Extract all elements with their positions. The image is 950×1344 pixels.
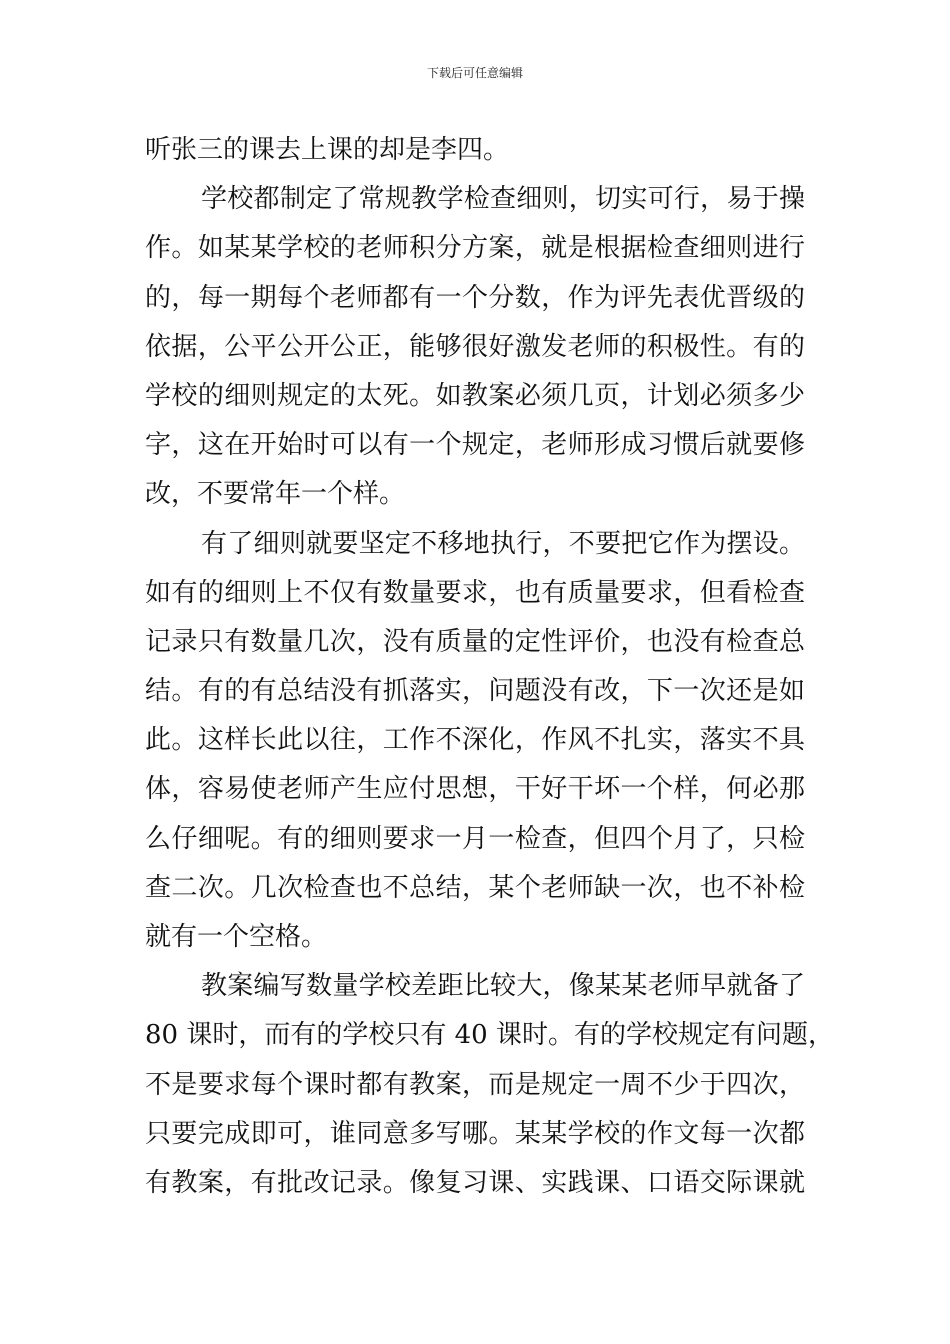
document-body	[145, 126, 834, 1208]
text-line: 学校的细则规定的太死。如教案必须几页，计划必须多少	[145, 380, 805, 411]
text-line: 听张三的课去上课的却是李四。	[145, 135, 510, 165]
text-line: 查二次。几次检查也不总结，某个老师缺一次，也不补检	[145, 872, 805, 903]
text-line: 学校都制定了常规教学检查细则，切实可行，易于操	[201, 184, 805, 215]
text-line: 改，不要常年一个样。	[145, 479, 406, 510]
text-line: 么仔细呢。有的细则要求一月一检查，但四个月了，只检	[145, 823, 805, 854]
text-line: 字，这在开始时可以有一个规定，老师形成习惯后就要修	[145, 430, 805, 461]
page-header: 下载后可任意编辑	[426, 66, 523, 80]
text-line: 作。如某某学校的老师积分方案，就是根据检查细则进行	[145, 233, 805, 264]
text-line: 如有的细则上不仅有数量要求，也有质量要求，但看检查	[145, 577, 805, 608]
text-line: 就有一个空格。	[145, 922, 328, 952]
text-line: 的，每一期每个老师都有一个分数，作为评先表优晋级的	[145, 282, 805, 313]
text-line: 80 课时，而有的学校只有 40 课时。有的学校规定有问题，	[145, 1020, 834, 1051]
text-line: 教案编写数量学校差距比较大，像某某老师早就备了	[201, 971, 805, 1002]
text-line: 不是要求每个课时都有教案，而是规定一周不少于四次，	[145, 1069, 805, 1100]
text-line: 有教案，有批改记录。像复习课、实践课、口语交际课就	[145, 1167, 805, 1198]
text-line: 只要完成即可，谁同意多写哪。某某学校的作文每一次都	[145, 1118, 805, 1149]
text-line: 结。有的有总结没有抓落实，问题没有改，下一次还是如	[145, 676, 805, 707]
text-line: 体，容易使老师产生应付思想，干好干坏一个样，何必那	[145, 774, 805, 805]
text-line: 有了细则就要坚定不移地执行，不要把它作为摆设。	[201, 528, 805, 559]
text-line: 依据，公平公开公正，能够很好激发老师的积极性。有的	[145, 331, 805, 362]
text-line: 此。这样长此以往，工作不深化，作风不扎实，落实不具	[145, 725, 805, 756]
text-line: 记录只有数量几次，没有质量的定性评价，也没有检查总	[145, 626, 805, 657]
